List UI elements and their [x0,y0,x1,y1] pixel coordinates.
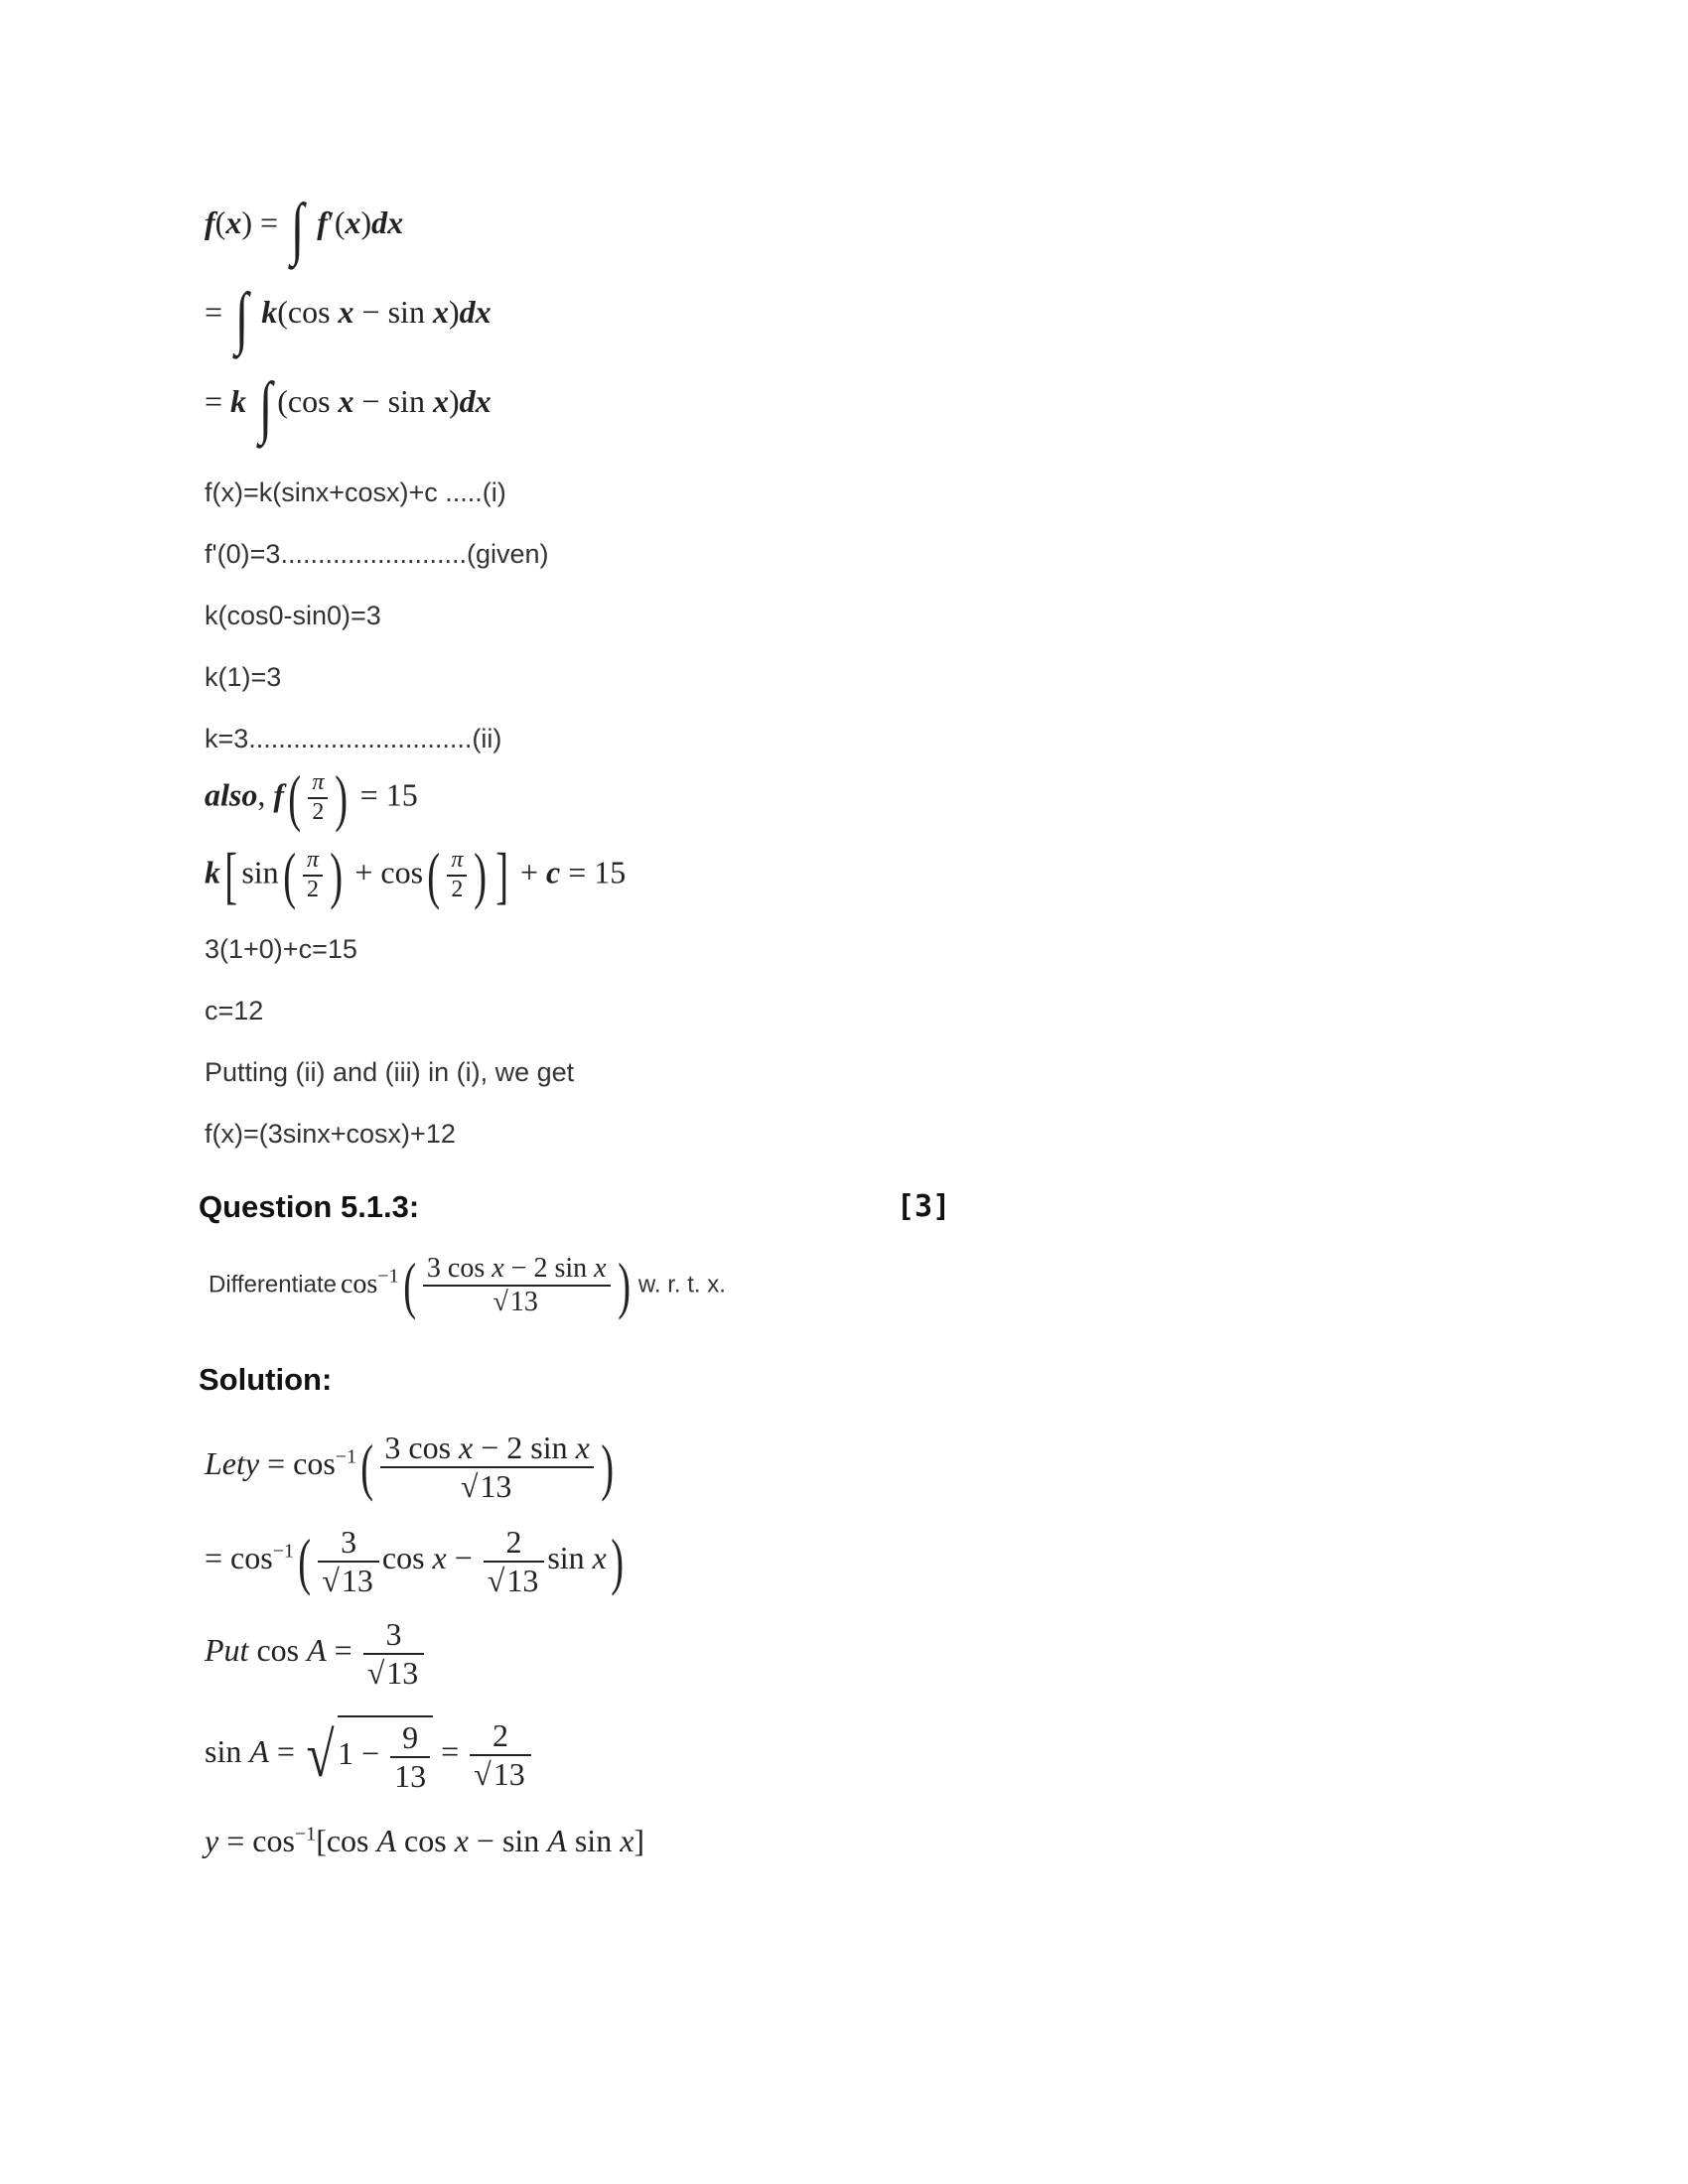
step-k-times-one: k(1)=3 [205,662,282,692]
equation-split-terms: = $\cos^{-1}$( $\frac{3}{√13}$ cos x − $\frac{2}{√13}$ sin x) [205,1524,624,1598]
equation-substitute-pi-half: k[ sin( $\frac{\pi}{2}$ ) + cos( $\frac{\pi}{2}$ ) ] + c = 15 [205,840,627,910]
equation-sinA: sin A = √ 1 − $\frac{9}{13}$ = $\frac{2}{√13}$ [205,1715,534,1795]
question-statement: Differentiate $\cos^{-1}$( $\frac{\text{3 cos x − 2 sin x}}{√13}$ ) w. r. t. x. [209,1250,726,1321]
equation-put-cosA: Put cos A = $\frac{3}{√13}$ [205,1616,427,1692]
integral-sign-icon: ∫ [234,280,249,356]
question-title: Question 5.1.3: [199,1189,420,1224]
step-putting: Putting (ii) and (iii) in (i), we get [205,1057,575,1087]
equation-y-compound: $y = \cos^{-1}[\cos$ A cos x − sin A sin x] [205,1823,645,1858]
step-evaluate: 3(1+0)+c=15 [205,934,357,964]
step-fx-general: f(x)=k(sinx+cosx)+c .....(i) [205,478,506,507]
equation-integral-step-2: = k ∫ (cos x − sin x)dx [205,369,492,446]
square-root-icon: √ [306,1718,335,1790]
solution-title: Solution: [199,1362,333,1397]
integral-sign-icon: ∫ [290,191,305,267]
equation-integral-step-1: = ∫ k(cos x − sin x)dx [205,280,492,356]
question-suffix: w. r. t. x. [637,1271,726,1298]
question-marks: [3] [897,1189,951,1224]
step-k-value: k=3..............................(ii) [205,724,502,753]
question-prefix: Differentiate [209,1271,337,1298]
equation-also-condition: also, f( $\frac{\pi}{2}$ ) = 15 [205,762,418,833]
step-c-value: c=12 [205,996,264,1025]
integral-sign-icon: ∫ [258,369,273,446]
equation-let-y: Lety = $\cos^{-1}$( $\frac{\text{3 cos x − 2 sin x}}{√13}$ ) [205,1430,614,1504]
equation-integral-definition: f(x) = ∫ f′(x)dx [205,191,404,267]
step-substitute-zero: k(cos0-sin0)=3 [205,601,381,630]
step-final-fx: f(x)=(3sinx+cosx)+12 [205,1119,456,1149]
step-given: f'(0)=3.........................(given) [205,539,549,569]
